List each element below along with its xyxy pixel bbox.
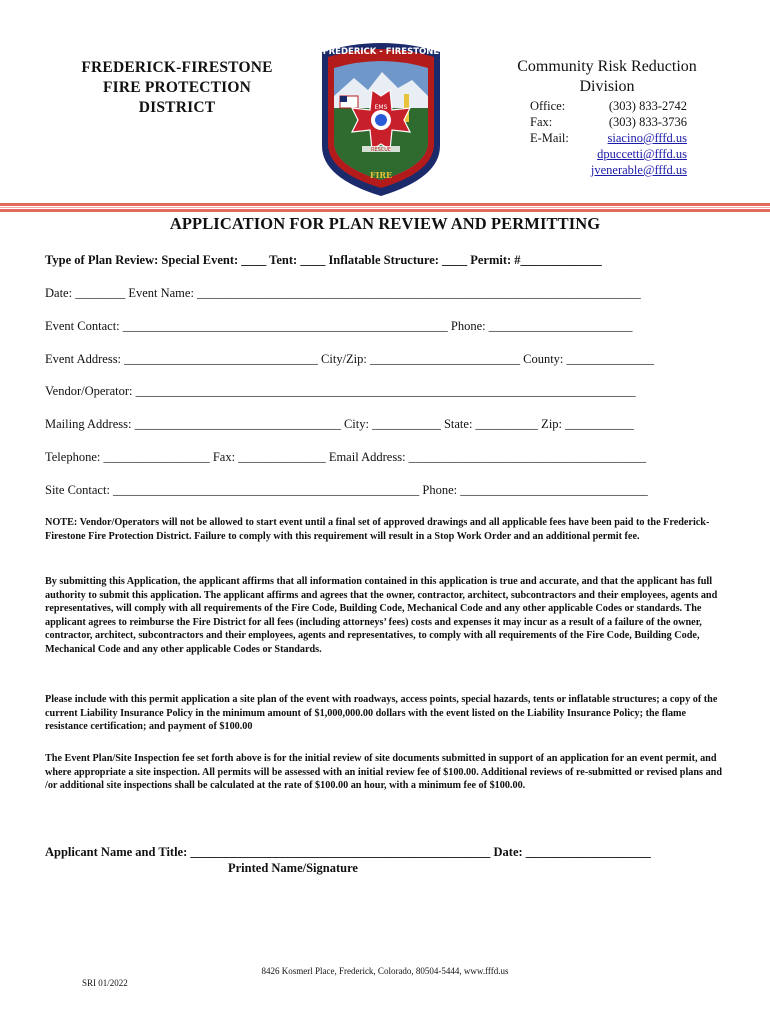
- fire-district-patch-logo: [318, 38, 444, 198]
- telephone-field[interactable]: Telephone: _________________ Fax: ______________ Email Address: ______________________________________: [45, 450, 647, 464]
- org-name-line-1: FREDERICK-FIRESTONE: [81, 59, 273, 76]
- org-name-line-3: DISTRICT: [138, 99, 216, 116]
- division-name: [492, 57, 722, 97]
- fax-number: (303) 833-3736: [608, 115, 687, 129]
- patch-cross-bottom-text: RESCUE: [370, 147, 392, 153]
- division-line-1: Community Risk Reduction: [517, 58, 697, 75]
- org-name: [52, 58, 302, 118]
- mailing-address-field[interactable]: Mailing Address: _________________________________ City: ___________ State: __________ Zip: ___________: [45, 417, 634, 431]
- event-contact-field[interactable]: Event Contact: ____________________________________________________ Phone: _______________________: [45, 319, 633, 333]
- event-address-field[interactable]: Event Address: _______________________________ City/Zip: ________________________ County: ______________: [45, 352, 655, 366]
- email-link-2[interactable]: dpuccetti@fffd.us: [597, 147, 687, 161]
- header-divider-bottom: [0, 209, 770, 212]
- email-label: E-Mail:: [530, 131, 569, 145]
- fax-label: Fax:: [530, 115, 553, 129]
- attachments-paragraph: Please include with this permit application a site plan of the event with roadways, access points, special hazards, tents or inflatable structures; a copy of the current Liability Insurance Policy in the minimum amount of $1,000,000.00 dollars with the event listed on the Liability Insurance Policy; the flame resistance certification; and payment of $100.00: [45, 694, 718, 733]
- plan-review-type-field[interactable]: Type of Plan Review: Special Event: ____ Tent: ____ Inflatable Structure: ____ Permit: #_____________: [45, 253, 602, 267]
- fee-paragraph: The Event Plan/Site Inspection fee set forth above is for the initial review of site documents submitted in support of an application for an event permit, and where appropriate a site inspection. All permits will be assessed with an initial review fee of $100.00. Additional reviews of re-submitted or revised plans and /or additional site inspections shall be calculated at the rate of $100.00 an hour, with a minimum fee of $100.00.: [45, 753, 722, 792]
- applicant-signature-field[interactable]: Applicant Name and Title: ________________________________________________ Date: ____________________: [45, 845, 651, 859]
- site-contact-field[interactable]: Site Contact: _________________________________________________ Phone: ______________________________: [45, 483, 648, 497]
- revision-code: SRI 01/2022: [82, 978, 128, 988]
- star-of-life-icon: [375, 114, 387, 126]
- footer-address: 8426 Kosmerl Place, Frederick, Colorado, 80504-5444, www.fffd.us: [261, 966, 509, 976]
- contact-values: [585, 98, 687, 178]
- email-link-3[interactable]: jvenerable@fffd.us: [590, 163, 687, 177]
- affirmation-paragraph: By submitting this Application, the applicant affirms that all information contained in this application is true and accurate, and that the applicant has full authority to submit this application. The applicant affirms and agrees that the owner, contractor, architect, subcontractors and their employees, agents and representatives, will comply with all requirements of the Fire Code, Building Code, Mechanical Code and any other applicable Codes or standards. The applicant agrees to reimburse the Fire District for all fees (including attorneys’ fees) costs and expenses it may incur as a result of a failure of the owner, contractor, architect, subcontractors and their employees, agents and representatives, to comply with all requirements of the Fire Code, Building Code, Mechanical Code and any other applicable Codes or Standards.: [45, 576, 718, 655]
- signature-caption: Printed Name/Signature: [228, 861, 358, 875]
- patch-bottom-text: FIRE: [369, 170, 393, 180]
- contact-labels: [530, 98, 569, 146]
- header-divider-top: [0, 203, 770, 206]
- division-line-2: Division: [579, 78, 635, 95]
- note-paragraph: NOTE: Vendor/Operators will not be allowed to start event until a final set of approved drawings and all applicable fees have been paid to the Frederick-Firestone Fire Protection District. Failure to comply with this requirement will result in a Stop Work Order and an additional permit fee.: [45, 517, 710, 542]
- vendor-operator-field[interactable]: Vendor/Operator: ________________________________________________________________________________: [45, 384, 636, 398]
- office-label: Office:: [530, 99, 566, 113]
- office-number: (303) 833-2742: [608, 99, 687, 113]
- org-name-line-2: FIRE PROTECTION: [102, 79, 252, 96]
- form-title: APPLICATION FOR PLAN REVIEW AND PERMITTING: [169, 214, 601, 233]
- header-divider-middle: [0, 207, 770, 208]
- patch-top-text: FREDERICK - FIRESTONE: [322, 47, 440, 57]
- patch-cross-top-text: EMS: [374, 104, 388, 111]
- date-event-name-field[interactable]: Date: ________ Event Name: _______________________________________________________________________: [45, 286, 641, 300]
- email-link-1[interactable]: siacino@fffd.us: [607, 131, 687, 145]
